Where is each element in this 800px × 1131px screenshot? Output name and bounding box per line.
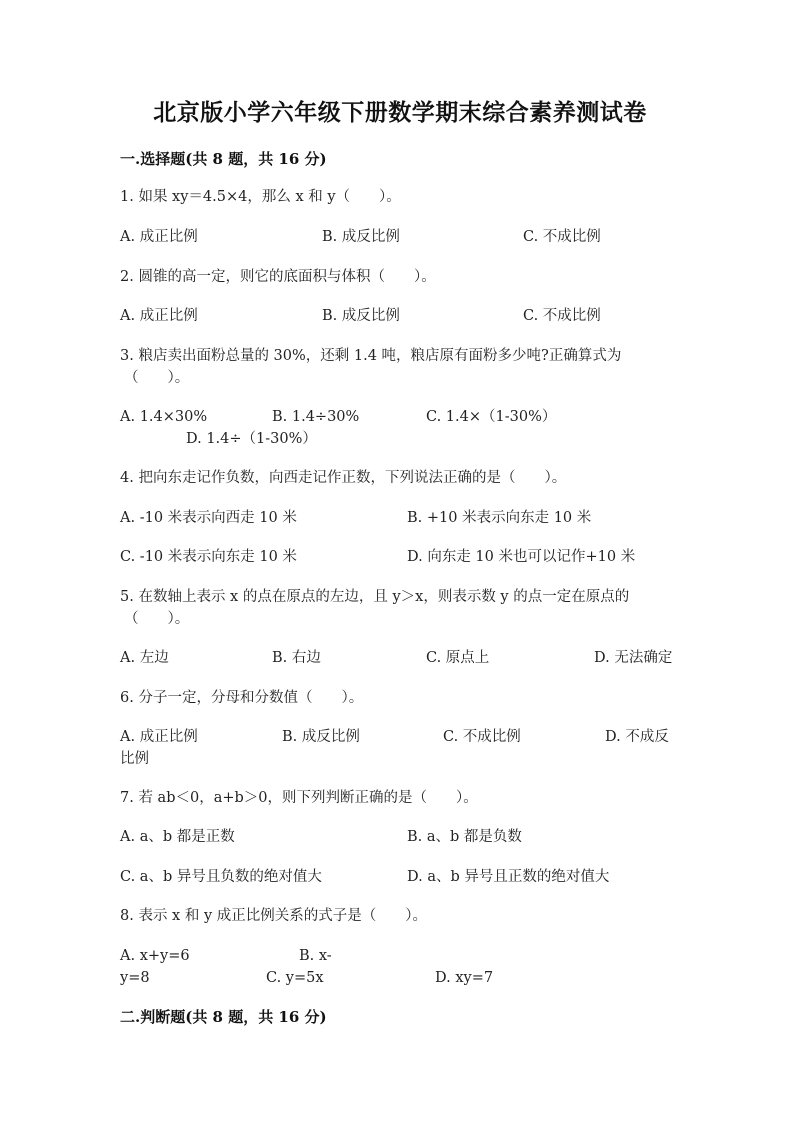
question-7-option-b: B. a、b 都是负数 — [407, 829, 522, 845]
question-2-option-b: B. 成反比例 — [322, 308, 400, 324]
question-5-stem-line-1: 5. 在数轴上表示 x 的点在原点的左边，且 y＞x，则表示数 y 的点一定在原点的 — [120, 589, 630, 605]
section-heading-judgment: 二.判断题(共 8 题，共 16 分) — [120, 1008, 327, 1026]
question-5-option-a: A. 左边 — [120, 650, 169, 666]
question-1-option-b: B. 成反比例 — [322, 229, 400, 245]
question-1-option-c: C. 不成比例 — [523, 229, 601, 245]
question-2-option-c: C. 不成比例 — [523, 308, 601, 324]
question-6-option-d: D. 不成反 — [605, 729, 669, 745]
question-4-option-c: C. -10 米表示向东走 10 米 — [120, 549, 297, 565]
question-7-stem: 7. 若 ab＜0，a+b＞0，则下列判断正确的是（ ）。 — [120, 790, 478, 806]
question-7-option-d: D. a、b 异号且正数的绝对值大 — [407, 869, 610, 885]
question-8-option-d: D. xy=7 — [435, 970, 494, 986]
question-7-option-c: C. a、b 异号且负数的绝对值大 — [120, 869, 322, 885]
question-5-option-d: D. 无法确定 — [594, 650, 673, 666]
question-2-option-a: A. 成正比例 — [120, 308, 198, 324]
question-5-stem-line-2: （ ）。 — [124, 611, 190, 627]
question-4-option-d: D. 向东走 10 米也可以记作+10 米 — [407, 549, 636, 565]
question-8-option-b-wrap: y=8 — [120, 970, 150, 986]
question-1-option-a: A. 成正比例 — [120, 229, 198, 245]
question-6-option-b: B. 成反比例 — [282, 729, 360, 745]
question-7-option-a: A. a、b 都是正数 — [120, 829, 235, 845]
question-3-option-c: C. 1.4×（1-30%） — [426, 409, 557, 425]
question-4-option-a: A. -10 米表示向西走 10 米 — [120, 510, 297, 526]
question-3-option-b: B. 1.4÷30% — [272, 409, 360, 425]
question-5-option-c: C. 原点上 — [426, 650, 490, 666]
question-3-stem-line-1: 3. 粮店卖出面粉总量的 30%，还剩 1.4 吨，粮店原有面粉多少吨?正确算式为 — [120, 348, 622, 364]
question-8-option-b: B. x- — [299, 948, 332, 964]
question-3-option-a: A. 1.4×30% — [120, 409, 208, 425]
question-3-stem-line-2: （ ）。 — [124, 370, 190, 386]
question-6-stem: 6. 分子一定，分母和分数值（ ）。 — [120, 690, 364, 706]
question-8-option-a: A. x+y=6 — [120, 948, 190, 964]
question-4-option-b: B. +10 米表示向东走 10 米 — [407, 510, 592, 526]
question-3-option-d: D. 1.4÷（1-30%） — [186, 431, 317, 447]
question-2-stem: 2. 圆锥的高一定，则它的底面积与体积（ ）。 — [120, 269, 436, 285]
question-8-option-c: C. y=5x — [266, 970, 324, 986]
question-1-stem: 1. 如果 xy＝4.5×4，那么 x 和 y（ ）。 — [120, 189, 401, 205]
question-8-stem: 8. 表示 x 和 y 成正比例关系的式子是（ ）。 — [120, 908, 427, 924]
section-heading-choice: 一.选择题(共 8 题，共 16 分) — [120, 150, 327, 168]
question-6-option-a: A. 成正比例 — [120, 729, 198, 745]
question-5-option-b: B. 右边 — [272, 650, 321, 666]
question-4-stem: 4. 把向东走记作负数，向西走记作正数，下列说法正确的是（ ）。 — [120, 470, 567, 486]
question-6-option-c: C. 不成比例 — [443, 729, 521, 745]
question-6-option-d-wrap: 比例 — [120, 751, 149, 767]
page-title: 北京版小学六年级下册数学期末综合素养测试卷 — [153, 99, 647, 126]
